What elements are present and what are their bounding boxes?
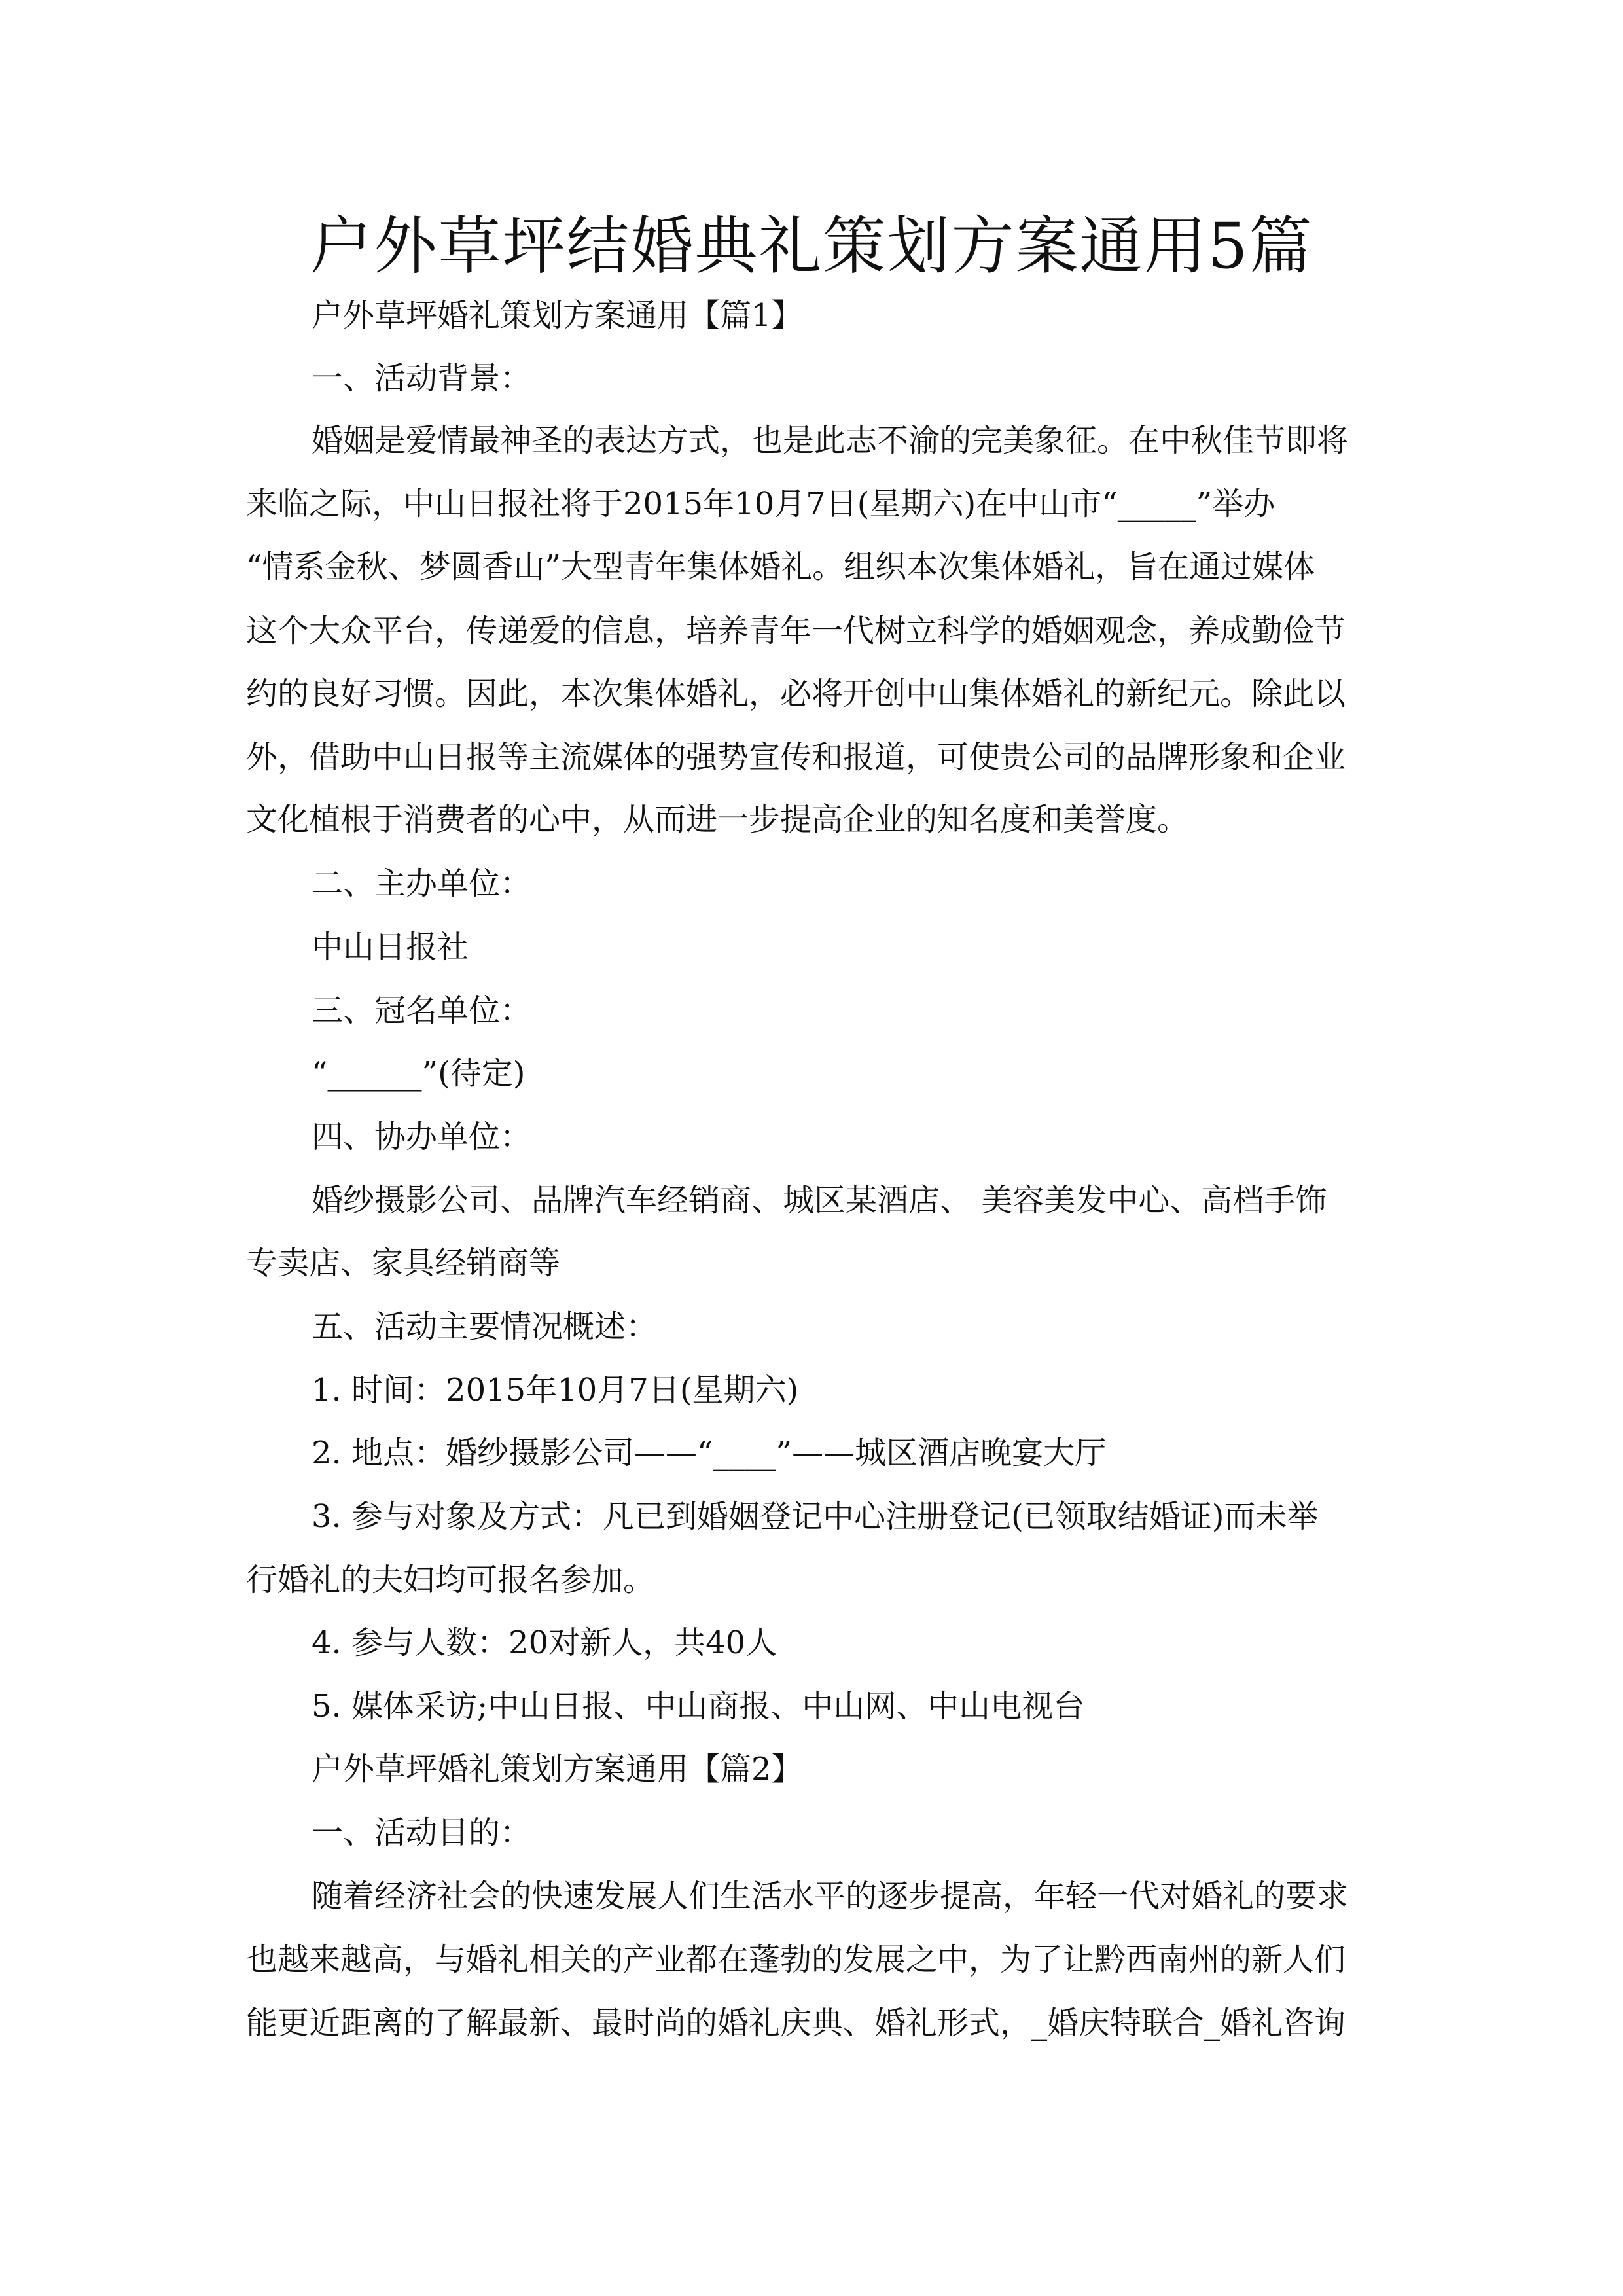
paragraph-line: “______”(待定) [312,1055,526,1092]
list-item: 1. 时间：2015年10月7日(星期六) [312,1372,799,1408]
list-item: 4. 参与人数：20对新人，共40人 [312,1624,777,1661]
paragraph-line: 婚纱摄影公司、品牌汽车经销商、城区某酒店、 美容美发中心、高档手饰 [312,1182,1327,1219]
subheading-organizer: 二、主办单位： [312,865,532,902]
paragraph-line: 来临之际，中山日报社将于2015年10月7日(星期六)在中山市“_____”举办 [246,486,1275,522]
paragraph-line: 约的良好习惯。因此，本次集体婚礼，必将开创中山集体婚礼的新纪元。除此以 [246,675,1346,712]
paragraph-line: “情系金秋、梦圆香山”大型青年集体婚礼。组织本次集体婚礼，旨在通过媒体 [246,548,1315,585]
paragraph-line: 婚姻是爱情最神圣的表达方式，也是此志不渝的完美象征。在中秋佳节即将 [312,422,1349,459]
paragraph-line: 行婚礼的夫妇均可报名参加。 [246,1562,655,1598]
list-item: 2. 地点：婚纱摄影公司——“____”——城区酒店晚宴大厅 [312,1435,1107,1471]
section-heading-2: 户外草坪婚礼策划方案通用【篇2】 [312,1751,803,1787]
subheading-background: 一、活动背景： [312,360,532,397]
list-item: 5. 媒体采访;中山日报、中山商报、中山网、中山电视台 [312,1688,1085,1725]
subheading-purpose: 一、活动目的： [312,1814,532,1851]
paragraph-line: 中山日报社 [312,929,469,965]
paragraph-line: 外，借助中山日报等主流媒体的强势宣传和报道，可使贵公司的品牌形象和企业 [246,739,1346,776]
list-item: 3. 参与对象及方式：凡已到婚姻登记中心注册登记(已领取结婚证)而未举 [312,1498,1319,1535]
paragraph-line: 专卖店、家具经销商等 [246,1245,561,1282]
paragraph-line: 能更近距离的了解最新、最时尚的婚礼庆典、婚礼形式，_婚庆特联合_婚礼咨询 [246,2005,1346,2041]
subheading-co-organizers: 四、协办单位： [312,1119,532,1155]
subheading-title-sponsor: 三、冠名单位： [312,992,532,1029]
paragraph-line: 文化植根于消费者的心中，从而进一步提高企业的知名度和美誉度。 [246,801,1189,838]
paragraph-line: 这个大众平台，传递爱的信息，培养青年一代树立科学的婚姻观念，养成勤俭节 [246,613,1346,649]
paragraph-line: 随着经济社会的快速发展人们生活水平的逐步提高，年轻一代对婚礼的要求 [312,1878,1349,1914]
section-heading-1: 户外草坪婚礼策划方案通用【篇1】 [312,297,803,334]
subheading-overview: 五、活动主要情况概述： [312,1308,658,1345]
paragraph-line: 也越来越高，与婚礼相关的产业都在蓬勃的发展之中，为了让黔西南州的新人们 [246,1941,1346,1978]
document-title: 户外草坪结婚典礼策划方案通用5篇 [310,209,1313,283]
